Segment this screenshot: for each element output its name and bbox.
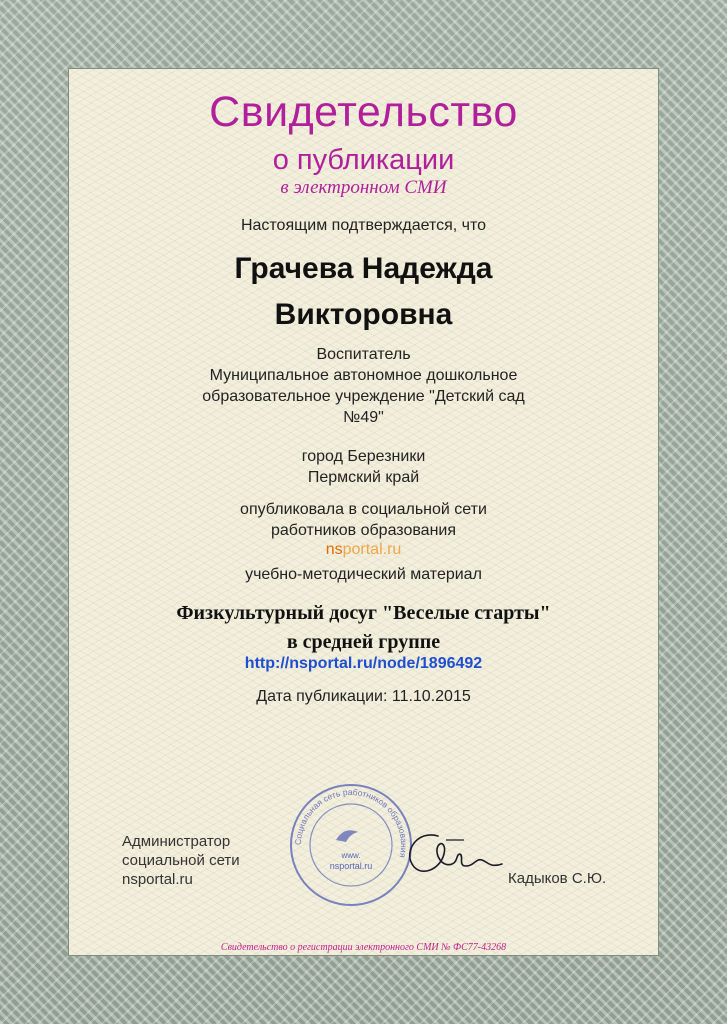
confirmation-text: Настоящим подтверждается, что bbox=[240, 217, 487, 234]
publication-date: Дата публикации: 11.10.2015 bbox=[256, 688, 471, 705]
recipient-name-line1: Грачева Надежда bbox=[234, 252, 493, 285]
brand-portal: portal.ru bbox=[342, 541, 402, 558]
city-text: город Березники bbox=[301, 448, 426, 465]
stamp-bird-icon bbox=[336, 830, 358, 842]
official-stamp bbox=[288, 782, 414, 908]
published-line1: опубликовала в социальной сети bbox=[240, 501, 487, 518]
recipient-name-line2: Викторовна bbox=[274, 298, 453, 331]
position-text: Воспитатель bbox=[316, 346, 411, 363]
administrator-block bbox=[122, 832, 240, 889]
work-title bbox=[0, 599, 727, 657]
certificate-subtitle-media: в электронном СМИ bbox=[280, 177, 447, 198]
recipient-details bbox=[0, 344, 727, 428]
organization-line1: Муниципальное автономное дошкольное bbox=[209, 367, 518, 384]
region-text: Пермский край bbox=[307, 469, 420, 486]
organization-line2: образовательное учреждение "Детский сад bbox=[202, 388, 525, 405]
recipient-name bbox=[0, 246, 727, 338]
published-line2: работников образования bbox=[270, 522, 457, 539]
signer-name: Кадыков С.Ю. bbox=[508, 870, 607, 887]
stamp-www: www. bbox=[341, 851, 361, 860]
organization-line3: №49" bbox=[343, 409, 384, 426]
registration-note: Свидетельство о регистрации электронного СМИ № ФС77-43268 bbox=[220, 942, 507, 953]
admin-line3: nsportal.ru bbox=[122, 871, 193, 888]
work-title-line1: Физкультурный досуг "Веселые старты" bbox=[176, 602, 551, 624]
material-type: учебно-методический материал bbox=[245, 566, 482, 583]
certificate-subtitle: о публикации bbox=[272, 144, 455, 176]
work-title-line2: в средней группе bbox=[286, 631, 441, 653]
nsportal-brand bbox=[0, 541, 727, 559]
published-statement bbox=[0, 499, 727, 541]
signature bbox=[398, 820, 510, 890]
certificate-title: Свидетельство bbox=[209, 88, 518, 136]
publication-link-wrap bbox=[0, 655, 727, 673]
admin-line1: Администратор bbox=[122, 833, 231, 850]
stamp-domain: nsportal.ru bbox=[329, 861, 373, 871]
admin-line2: социальной сети bbox=[122, 852, 240, 869]
publication-link[interactable]: http://nsportal.ru/node/1896492 bbox=[244, 655, 483, 672]
stamp-ring-text: Социальная сеть работников образования bbox=[292, 786, 410, 859]
brand-ns: ns bbox=[325, 541, 343, 558]
location bbox=[0, 446, 727, 488]
